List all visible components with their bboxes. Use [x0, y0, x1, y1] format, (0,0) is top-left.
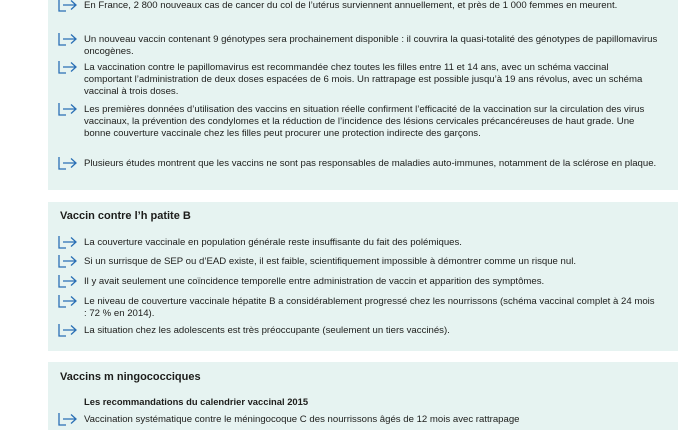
list-item	[58, 296, 658, 320]
arrow-right-icon	[58, 156, 78, 170]
arrow-right-icon	[58, 294, 78, 308]
bullet-text: Les premières données d’utilisation des vaccins en situation réelle confirment l’efficacité de la vaccination sur la circulation des virus vaccinaux, la prévention des condylomes et la réduction de l’incidence des lésions cervicales précancéreuses de haut grade. Une bonne couverture vaccinale chez les filles peut procurer une protection indirecte des garçons.	[84, 104, 645, 139]
arrow-right-icon	[58, 254, 78, 268]
arrow-right-icon	[58, 32, 78, 46]
list-item	[58, 325, 658, 337]
bullet-text: La situation chez les adolescents est très préoccupante (seulement un tiers vaccinés).	[84, 325, 450, 336]
section-title: Vaccin contre l’h patite B	[60, 210, 191, 222]
bullet-text: Un nouveau vaccin contenant 9 génotypes sera prochainement disponible : il couvrira la quasi-totalité des génotypes de papillomavirus oncogènes.	[84, 34, 658, 57]
arrow-right-icon	[58, 0, 78, 12]
list-item	[58, 276, 658, 288]
section-subtitle: Les recommandations du calendrier vaccinal 2015	[84, 396, 309, 407]
bullet-text: La couverture vaccinale en population générale reste insuffisante du fait des polémiques.	[84, 237, 462, 248]
list-item	[58, 414, 658, 426]
arrow-right-icon	[58, 412, 78, 426]
bullet-text: Vaccination systématique contre le méningocoque C des nourrissons âgés de 12 mois avec rattrapage	[84, 414, 520, 425]
list-item	[58, 104, 658, 139]
bullet-text: La vaccination contre le papillomavirus est recommandée chez toutes les filles entre 11 et 14 ans, avec un schéma vaccinal comportant l’administration de deux doses espacées de 6 mois. Un rattrapage est possible jusqu’à 19 ans révolus, avec un schéma vaccinal à trois doses.	[84, 62, 643, 97]
list-item	[58, 256, 658, 268]
section-title: Vaccins m ningococciques	[60, 371, 201, 383]
list-item	[58, 0, 658, 12]
list-item	[58, 62, 658, 97]
bullet-text: Le niveau de couverture vaccinale hépatite B a considérablement progressé chez les nourrissons (schéma vaccinal complet à 24 mois : 72 % en 2014).	[84, 296, 655, 319]
bullet-text: En France, 2 800 nouveaux cas de cancer du col de l’utérus surviennent annuellement, et près de 1 000 femmes en meurent.	[84, 0, 618, 11]
arrow-right-icon	[58, 102, 78, 116]
bullet-text: Il y avait seulement une coïncidence temporelle entre administration de vaccin et apparition des symptômes.	[84, 276, 545, 287]
list-item	[58, 237, 658, 249]
arrow-right-icon	[58, 274, 78, 288]
list-item	[58, 34, 658, 58]
arrow-right-icon	[58, 60, 78, 74]
arrow-right-icon	[58, 235, 78, 249]
bullet-text: Plusieurs études montrent que les vaccins ne sont pas responsables de maladies auto-immunes, notamment de la sclérose en plaque.	[84, 158, 657, 169]
list-item	[58, 158, 658, 170]
arrow-right-icon	[58, 323, 78, 337]
bullet-text: Si un surrisque de SEP ou d’EAD existe, il est faible, scientifiquement impossible à démontrer comme un risque nul.	[84, 256, 577, 267]
